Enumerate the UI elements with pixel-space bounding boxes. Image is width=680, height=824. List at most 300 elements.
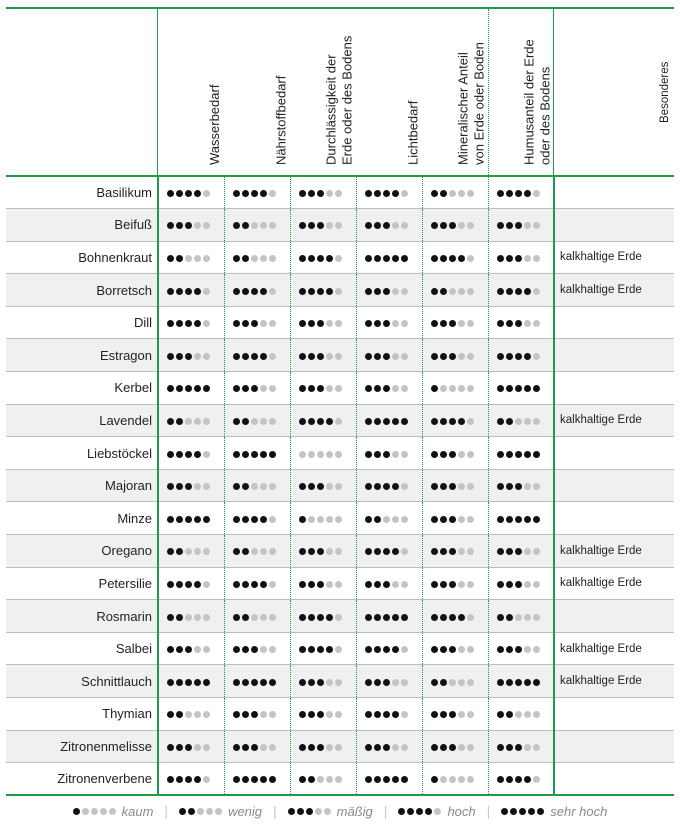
filled-dot-icon (374, 548, 381, 555)
rating-dots (288, 808, 331, 815)
filled-dot-icon (203, 516, 210, 523)
rating-cell (158, 763, 224, 796)
rating-dots (233, 222, 276, 229)
rating-dots (167, 483, 210, 490)
filled-dot-icon (233, 353, 240, 360)
filled-dot-icon (269, 679, 276, 686)
filled-dot-icon (233, 418, 240, 425)
filled-dot-icon (299, 385, 306, 392)
filled-dot-icon (497, 222, 504, 229)
herb-name: Majoran (6, 469, 158, 502)
empty-dot-icon (458, 744, 465, 751)
filled-dot-icon (515, 646, 522, 653)
empty-dot-icon (392, 288, 399, 295)
filled-dot-icon (365, 451, 372, 458)
rating-dots (431, 614, 474, 621)
herb-note: kalkhaltige Erde (554, 567, 674, 600)
empty-dot-icon (269, 353, 276, 360)
rating-cell (290, 469, 356, 502)
rating-dots (167, 776, 210, 783)
filled-dot-icon (515, 385, 522, 392)
filled-dot-icon (374, 483, 381, 490)
filled-dot-icon (185, 581, 192, 588)
rating-dots (167, 320, 210, 327)
empty-dot-icon (269, 288, 276, 295)
filled-dot-icon (242, 288, 249, 295)
rating-dots (431, 255, 474, 262)
herb-note: kalkhaltige Erde (554, 535, 674, 568)
rating-dots (299, 451, 342, 458)
filled-dot-icon (374, 581, 381, 588)
filled-dot-icon (533, 451, 540, 458)
filled-dot-icon (299, 353, 306, 360)
filled-dot-icon (299, 548, 306, 555)
herb-name: Bohnenkraut (6, 241, 158, 274)
empty-dot-icon (326, 581, 333, 588)
rating-dots (167, 418, 210, 425)
rating-dots (299, 190, 342, 197)
rating-cell (488, 567, 554, 600)
rating-dots (497, 483, 540, 490)
filled-dot-icon (365, 255, 372, 262)
filled-dot-icon (251, 776, 258, 783)
empty-dot-icon (260, 483, 267, 490)
empty-dot-icon (185, 255, 192, 262)
herb-note (554, 763, 674, 796)
rating-cell (224, 404, 290, 437)
herb-row (6, 209, 674, 242)
empty-dot-icon (269, 320, 276, 327)
header-mineralischer-anteil: Mineralischer Anteil von Erde oder Boden (422, 8, 488, 176)
empty-dot-icon (392, 222, 399, 229)
filled-dot-icon (233, 646, 240, 653)
empty-dot-icon (533, 614, 540, 621)
filled-dot-icon (317, 288, 324, 295)
filled-dot-icon (497, 548, 504, 555)
filled-dot-icon (233, 679, 240, 686)
filled-dot-icon (365, 418, 372, 425)
filled-dot-icon (440, 288, 447, 295)
empty-dot-icon (515, 614, 522, 621)
filled-dot-icon (497, 418, 504, 425)
filled-dot-icon (365, 288, 372, 295)
empty-dot-icon (335, 776, 342, 783)
rating-cell (488, 176, 554, 209)
rating-dots (431, 581, 474, 588)
empty-dot-icon (326, 385, 333, 392)
rating-dots (501, 808, 544, 815)
rating-cell (290, 567, 356, 600)
filled-dot-icon (374, 255, 381, 262)
empty-dot-icon (326, 744, 333, 751)
filled-dot-icon (449, 516, 456, 523)
filled-dot-icon (533, 385, 540, 392)
filled-dot-icon (176, 353, 183, 360)
header-naehrstoffbedarf: Nährstoffbedarf (224, 8, 290, 176)
filled-dot-icon (515, 353, 522, 360)
herb-note (554, 730, 674, 763)
filled-dot-icon (365, 190, 372, 197)
filled-dot-icon (167, 353, 174, 360)
rating-dots (299, 320, 342, 327)
empty-dot-icon (203, 418, 210, 425)
rating-cell (158, 698, 224, 731)
filled-dot-icon (519, 808, 526, 815)
filled-dot-icon (260, 451, 267, 458)
filled-dot-icon (506, 548, 513, 555)
filled-dot-icon (167, 288, 174, 295)
filled-dot-icon (242, 320, 249, 327)
herb-note (554, 306, 674, 339)
rating-dots (431, 776, 474, 783)
filled-dot-icon (374, 776, 381, 783)
filled-dot-icon (383, 222, 390, 229)
empty-dot-icon (269, 581, 276, 588)
empty-dot-icon (335, 385, 342, 392)
filled-dot-icon (524, 679, 531, 686)
filled-dot-icon (317, 385, 324, 392)
empty-dot-icon (326, 353, 333, 360)
filled-dot-icon (176, 255, 183, 262)
herb-row (6, 763, 674, 796)
herb-note (554, 339, 674, 372)
filled-dot-icon (533, 516, 540, 523)
herb-name: Kerbel (6, 372, 158, 405)
empty-dot-icon (251, 548, 258, 555)
legend-item (387, 804, 486, 819)
filled-dot-icon (176, 385, 183, 392)
filled-dot-icon (506, 516, 513, 523)
filled-dot-icon (176, 679, 183, 686)
filled-dot-icon (299, 255, 306, 262)
empty-dot-icon (467, 255, 474, 262)
empty-dot-icon (260, 614, 267, 621)
empty-dot-icon (335, 222, 342, 229)
filled-dot-icon (383, 385, 390, 392)
empty-dot-icon (458, 483, 465, 490)
rating-cell (290, 698, 356, 731)
filled-dot-icon (497, 744, 504, 751)
filled-dot-icon (515, 679, 522, 686)
filled-dot-icon (365, 679, 372, 686)
filled-dot-icon (365, 353, 372, 360)
rating-cell (488, 632, 554, 665)
filled-dot-icon (176, 711, 183, 718)
herb-note (554, 600, 674, 633)
filled-dot-icon (383, 353, 390, 360)
rating-dots (233, 711, 276, 718)
filled-dot-icon (299, 418, 306, 425)
empty-dot-icon (203, 646, 210, 653)
empty-dot-icon (203, 255, 210, 262)
filled-dot-icon (440, 614, 447, 621)
filled-dot-icon (308, 581, 315, 588)
herb-note (554, 437, 674, 470)
filled-dot-icon (167, 320, 174, 327)
empty-dot-icon (392, 385, 399, 392)
filled-dot-icon (233, 548, 240, 555)
filled-dot-icon (431, 581, 438, 588)
filled-dot-icon (524, 385, 531, 392)
filled-dot-icon (176, 744, 183, 751)
filled-dot-icon (506, 288, 513, 295)
empty-dot-icon (185, 418, 192, 425)
header-lichtbedarf: Lichtbedarf (356, 8, 422, 176)
filled-dot-icon (515, 288, 522, 295)
filled-dot-icon (515, 776, 522, 783)
legend-item (168, 804, 273, 819)
empty-dot-icon (269, 190, 276, 197)
rating-cell (356, 535, 422, 568)
rating-cell (356, 469, 422, 502)
herb-note (554, 502, 674, 535)
filled-dot-icon (260, 776, 267, 783)
filled-dot-icon (515, 320, 522, 327)
filled-dot-icon (233, 320, 240, 327)
empty-dot-icon (524, 255, 531, 262)
filled-dot-icon (251, 744, 258, 751)
filled-dot-icon (297, 808, 304, 815)
rating-dots (431, 516, 474, 523)
filled-dot-icon (440, 516, 447, 523)
filled-dot-icon (506, 320, 513, 327)
rating-dots (431, 451, 474, 458)
filled-dot-icon (383, 320, 390, 327)
rating-cell (224, 730, 290, 763)
filled-dot-icon (176, 288, 183, 295)
empty-dot-icon (91, 808, 98, 815)
filled-dot-icon (497, 385, 504, 392)
empty-dot-icon (326, 320, 333, 327)
rating-dots (167, 646, 210, 653)
filled-dot-icon (365, 516, 372, 523)
rating-cell (158, 632, 224, 665)
filled-dot-icon (497, 353, 504, 360)
filled-dot-icon (383, 744, 390, 751)
rating-dots (497, 614, 540, 621)
filled-dot-icon (233, 711, 240, 718)
filled-dot-icon (365, 646, 372, 653)
empty-dot-icon (260, 548, 267, 555)
empty-dot-icon (515, 711, 522, 718)
filled-dot-icon (242, 483, 249, 490)
empty-dot-icon (458, 776, 465, 783)
rating-dots (299, 614, 342, 621)
rating-cell (158, 306, 224, 339)
empty-dot-icon (194, 483, 201, 490)
empty-dot-icon (203, 190, 210, 197)
filled-dot-icon (308, 776, 315, 783)
rating-dots (167, 288, 210, 295)
empty-dot-icon (401, 711, 408, 718)
empty-dot-icon (524, 418, 531, 425)
filled-dot-icon (326, 255, 333, 262)
empty-dot-icon (401, 190, 408, 197)
filled-dot-icon (233, 385, 240, 392)
filled-dot-icon (440, 320, 447, 327)
empty-dot-icon (326, 679, 333, 686)
rating-cell (422, 306, 488, 339)
filled-dot-icon (365, 320, 372, 327)
empty-dot-icon (401, 646, 408, 653)
rating-cell (158, 665, 224, 698)
herb-row (6, 567, 674, 600)
herb-row (6, 730, 674, 763)
rating-cell (356, 404, 422, 437)
filled-dot-icon (374, 385, 381, 392)
rating-cell (290, 437, 356, 470)
filled-dot-icon (365, 776, 372, 783)
filled-dot-icon (194, 320, 201, 327)
filled-dot-icon (167, 385, 174, 392)
herb-note (554, 176, 674, 209)
empty-dot-icon (440, 776, 447, 783)
rating-dots (431, 320, 474, 327)
rating-cell (224, 535, 290, 568)
empty-dot-icon (251, 222, 258, 229)
empty-dot-icon (326, 776, 333, 783)
rating-cell (290, 632, 356, 665)
filled-dot-icon (194, 776, 201, 783)
filled-dot-icon (288, 808, 295, 815)
rating-dots (365, 744, 408, 751)
filled-dot-icon (185, 451, 192, 458)
filled-dot-icon (317, 418, 324, 425)
filled-dot-icon (431, 288, 438, 295)
filled-dot-icon (392, 646, 399, 653)
empty-dot-icon (260, 418, 267, 425)
empty-dot-icon (401, 320, 408, 327)
filled-dot-icon (374, 451, 381, 458)
legend-separator: | (164, 803, 169, 819)
filled-dot-icon (440, 548, 447, 555)
filled-dot-icon (167, 255, 174, 262)
filled-dot-icon (299, 711, 306, 718)
header-humusanteil: Humusanteil der Erde oder des Bodens (488, 8, 554, 176)
rating-dots (365, 483, 408, 490)
empty-dot-icon (206, 808, 213, 815)
filled-dot-icon (440, 418, 447, 425)
empty-dot-icon (203, 614, 210, 621)
empty-dot-icon (392, 744, 399, 751)
empty-dot-icon (269, 222, 276, 229)
filled-dot-icon (449, 320, 456, 327)
rating-cell (488, 469, 554, 502)
rating-cell (356, 763, 422, 796)
legend-label: wenig (228, 803, 263, 819)
filled-dot-icon (269, 451, 276, 458)
legend-item (62, 804, 165, 819)
rating-dots (299, 353, 342, 360)
rating-dots (365, 190, 408, 197)
filled-dot-icon (242, 679, 249, 686)
filled-dot-icon (251, 711, 258, 718)
filled-dot-icon (194, 190, 201, 197)
herb-note (554, 698, 674, 731)
filled-dot-icon (308, 320, 315, 327)
empty-dot-icon (185, 711, 192, 718)
rating-cell (488, 339, 554, 372)
empty-dot-icon (335, 614, 342, 621)
filled-dot-icon (167, 646, 174, 653)
rating-cell (488, 535, 554, 568)
filled-dot-icon (365, 385, 372, 392)
rating-dots (365, 614, 408, 621)
rating-cell (290, 274, 356, 307)
rating-cell (488, 763, 554, 796)
empty-dot-icon (194, 353, 201, 360)
rating-cell (422, 698, 488, 731)
herb-row (6, 698, 674, 731)
empty-dot-icon (335, 418, 342, 425)
rating-dots (497, 548, 540, 555)
empty-dot-icon (335, 320, 342, 327)
empty-dot-icon (194, 255, 201, 262)
rating-cell (290, 600, 356, 633)
empty-dot-icon (260, 320, 267, 327)
rating-cell (290, 306, 356, 339)
filled-dot-icon (510, 808, 517, 815)
filled-dot-icon (194, 385, 201, 392)
rating-dots (233, 190, 276, 197)
empty-dot-icon (335, 646, 342, 653)
rating-cell (224, 600, 290, 633)
filled-dot-icon (431, 679, 438, 686)
rating-cell (290, 176, 356, 209)
empty-dot-icon (203, 483, 210, 490)
filled-dot-icon (515, 548, 522, 555)
empty-dot-icon (533, 646, 540, 653)
empty-dot-icon (317, 516, 324, 523)
filled-dot-icon (440, 222, 447, 229)
rating-cell (422, 241, 488, 274)
filled-dot-icon (203, 385, 210, 392)
filled-dot-icon (365, 711, 372, 718)
rating-cell (356, 176, 422, 209)
filled-dot-icon (392, 190, 399, 197)
filled-dot-icon (497, 255, 504, 262)
rating-dots (167, 679, 210, 686)
empty-dot-icon (326, 711, 333, 718)
filled-dot-icon (497, 516, 504, 523)
herb-name: Dill (6, 306, 158, 339)
filled-dot-icon (167, 418, 174, 425)
rating-cell (422, 567, 488, 600)
rating-dots (167, 711, 210, 718)
filled-dot-icon (431, 222, 438, 229)
empty-dot-icon (524, 744, 531, 751)
herb-row (6, 632, 674, 665)
empty-dot-icon (197, 808, 204, 815)
rating-dots (167, 222, 210, 229)
filled-dot-icon (383, 679, 390, 686)
rating-cell (290, 209, 356, 242)
filled-dot-icon (392, 418, 399, 425)
filled-dot-icon (449, 451, 456, 458)
filled-dot-icon (440, 711, 447, 718)
rating-dots (398, 808, 441, 815)
empty-dot-icon (317, 451, 324, 458)
filled-dot-icon (317, 744, 324, 751)
rating-cell (422, 502, 488, 535)
rating-cell (158, 274, 224, 307)
filled-dot-icon (242, 614, 249, 621)
filled-dot-icon (431, 418, 438, 425)
rating-dots (299, 679, 342, 686)
filled-dot-icon (449, 646, 456, 653)
filled-dot-icon (194, 581, 201, 588)
rating-cell (224, 763, 290, 796)
